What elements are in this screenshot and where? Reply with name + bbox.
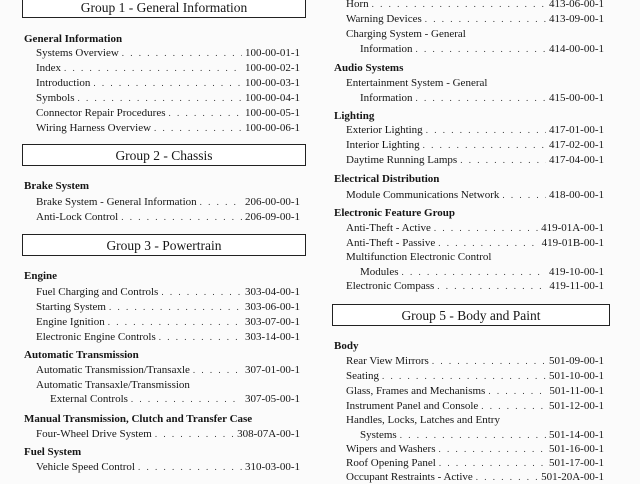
toc-entry[interactable]: Seating . . . 501-10-00-1: [346, 370, 604, 383]
section-heading-general-information: General Information: [24, 33, 123, 45]
toc-entry[interactable]: Index . . . 100-00-02-1: [36, 62, 300, 75]
toc-entry[interactable]: Instrument Panel and Console . . . 501-12-00-1: [346, 400, 604, 413]
toc-entry[interactable]: Information . . . 414-00-00-1: [346, 43, 604, 56]
toc-entry[interactable]: Symbols . . . 100-00-04-1: [36, 92, 300, 105]
toc-entry[interactable]: Wiring Harness Overview . . . 100-00-06-1: [36, 122, 300, 135]
toc-entry[interactable]: Glass, Frames and Mechanisms . . . 501-11-00-1: [346, 385, 604, 398]
toc-entry[interactable]: Warning Devices . . . 413-09-00-1: [346, 13, 604, 26]
toc-entry[interactable]: Electronic Compass . . . 419-11-00-1: [346, 280, 604, 293]
toc-entry[interactable]: Modules . . . 419-10-00-1: [346, 266, 604, 279]
section-heading-manual-transmission: Manual Transmission, Clutch and Transfer Case: [24, 413, 253, 425]
toc-entry[interactable]: Module Communications Network . . . 418-00-00-1: [346, 189, 604, 202]
section-heading-body: Body: [334, 340, 359, 352]
toc-entry[interactable]: Exterior Lighting . . . 417-01-00-1: [346, 124, 604, 137]
toc-entry[interactable]: Interior Lighting . . . 417-02-00-1: [346, 139, 604, 152]
toc-entry[interactable]: Anti-Theft - Passive . . . 419-01B-00-1: [346, 237, 604, 250]
toc-entry[interactable]: Electronic Engine Controls . . . 303-14-00-1: [36, 331, 300, 344]
toc-entry[interactable]: Automatic Transmission/Transaxle . . . 307-01-00-1: [36, 364, 300, 377]
toc-entry[interactable]: Anti-Theft - Active . . . 419-01A-00-1: [346, 222, 604, 235]
toc-entry[interactable]: Rear View Mirrors . . . 501-09-00-1: [346, 355, 604, 368]
toc-entry-line1: Automatic Transaxle/Transmission: [36, 379, 190, 391]
group-2-header: Group 2 - Chassis: [22, 144, 306, 166]
section-heading-electronic-feature-group: Electronic Feature Group: [334, 207, 455, 219]
section-heading-lighting: Lighting: [334, 110, 375, 122]
toc-entry[interactable]: Occupant Restraints - Active . . . 501-20A-00-1: [346, 471, 604, 484]
section-heading-fuel-system: Fuel System: [24, 446, 82, 458]
group-1-header: Group 1 - General Information: [22, 0, 306, 18]
toc-entry[interactable]: Engine Ignition . . . 303-07-00-1: [36, 316, 300, 329]
toc-entry[interactable]: Information . . . 415-00-00-1: [346, 92, 604, 105]
toc-entry[interactable]: Vehicle Speed Control . . . 310-03-00-1: [36, 461, 300, 474]
toc-entry[interactable]: Roof Opening Panel . . . 501-17-00-1: [346, 457, 604, 470]
toc-entry-line1: Multifunction Electronic Control: [346, 251, 492, 263]
toc-entry-line1: Entertainment System - General: [346, 77, 488, 89]
toc-entry[interactable]: Anti-Lock Control . . . 206-09-00-1: [36, 211, 300, 224]
group-3-header: Group 3 - Powertrain: [22, 234, 306, 256]
toc-entry[interactable]: Systems . . . 501-14-00-1: [346, 429, 604, 442]
toc-entry[interactable]: External Controls . . . 307-05-00-1: [36, 393, 300, 406]
toc-entry-line1: Handles, Locks, Latches and Entry: [346, 414, 500, 426]
toc-entry[interactable]: Horn . . . 413-06-00-1: [346, 0, 604, 11]
toc-entry[interactable]: Fuel Charging and Controls . . . 303-04-00-1: [36, 286, 300, 299]
toc-entry[interactable]: Introduction . . . 100-00-03-1: [36, 77, 300, 90]
section-heading-engine: Engine: [24, 270, 58, 282]
toc-entry[interactable]: Systems Overview . . . 100-00-01-1: [36, 47, 300, 60]
toc-entry[interactable]: Connector Repair Procedures . . . 100-00-05-1: [36, 107, 300, 120]
toc-entry[interactable]: Starting System . . . 303-06-00-1: [36, 301, 300, 314]
section-heading-brake-system: Brake System: [24, 180, 90, 192]
toc-entry[interactable]: Brake System - General Information . . . 206-00-00-1: [36, 196, 300, 209]
toc-entry[interactable]: Four-Wheel Drive System . . . 308-07A-00-1: [36, 428, 300, 441]
section-heading-audio-systems: Audio Systems: [334, 62, 404, 74]
section-heading-electrical-distribution: Electrical Distribution: [334, 173, 440, 185]
toc-entry-line1: Charging System - General: [346, 28, 466, 40]
group-5-header: Group 5 - Body and Paint: [332, 304, 610, 326]
toc-entry[interactable]: Daytime Running Lamps . . . 417-04-00-1: [346, 154, 604, 167]
section-heading-automatic-transmission: Automatic Transmission: [24, 349, 139, 361]
toc-entry[interactable]: Wipers and Washers . . . 501-16-00-1: [346, 443, 604, 456]
